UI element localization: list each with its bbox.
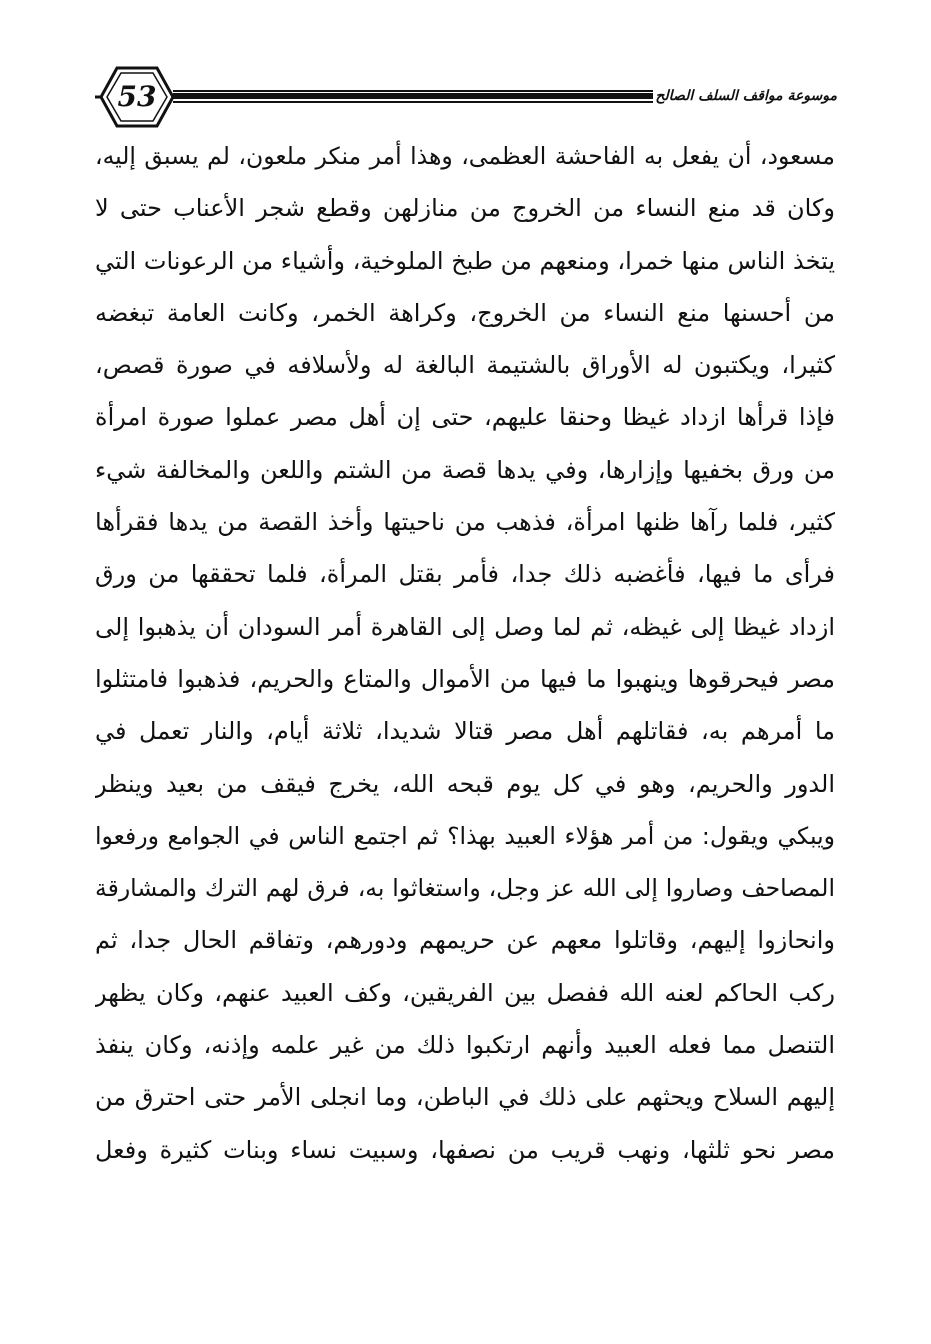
- body-text: [95, 130, 835, 1176]
- page-number: 53: [117, 80, 157, 113]
- text-line: إليهم السلاح ويحثهم على ذلك في الباطن، وما انجلى الأمر حتى احترق من: [95, 1083, 835, 1112]
- text-line: التنصل مما فعله العبيد وأنهم ارتكبوا ذلك من غير علمه وإذنه، وكان ينفذ: [95, 1031, 835, 1060]
- header-rule: [173, 90, 653, 104]
- text-line: ويبكي ويقول: من أمر هؤلاء العبيد بهذا؟ ثم اجتمع الناس في الجوامع ورفعوا: [95, 821, 835, 850]
- series-title: موسوعة مواقف السلف الصالح: [655, 88, 837, 104]
- text-line: المصاحف وصاروا إلى الله عز وجل، واستغاثوا به، فرق لهم الترك والمشارقة: [95, 874, 835, 903]
- text-line: مسعود، أن يفعل به الفاحشة العظمى، وهذا أمر منكر ملعون، لم يسبق إليه،: [95, 142, 835, 170]
- text-line: وانحازوا إليهم، وقاتلوا معهم عن حريمهم ودورهم، وتفاقم الحال جدا، ثم: [95, 926, 835, 955]
- text-line: الدور والحريم، وهو في كل يوم قبحه الله، يخرج فيقف من بعيد وينظر: [95, 769, 835, 798]
- text-line: كثير، فلما رآها ظنها امرأة، فذهب من ناحيتها وأخذ القصة من يدها فقرأها: [95, 508, 835, 537]
- text-line: فإذا قرأها ازداد غيظا وحنقا عليهم، حتى إن أهل مصر عملوا صورة امرأة: [95, 403, 835, 432]
- text-line: كثيرا، ويكتبون له الأوراق بالشتيمة البالغة له ولأسلافه في صورة قصص،: [95, 351, 835, 380]
- text-line: ما أمرهم به، فقاتلهم أهل مصر قتالا شديدا، ثلاثة أيام، والنار تعمل في: [95, 717, 835, 746]
- text-line: من أحسنها منع النساء من الخروج، وكراهة الخمر، وكانت العامة تبغضه: [95, 298, 835, 327]
- text-line: ازداد غيظا إلى غيظه، ثم لما وصل إلى القاهرة أمر السودان أن يذهبوا إلى: [95, 612, 835, 641]
- text-line: فرأى ما فيها، فأغضبه ذلك جدا، فأمر بقتل المرأة، فلما تحققها من ورق: [95, 560, 835, 589]
- text-line: يتخذ الناس منها خمرا، ومنعهم من طبخ الملوخية، وأشياء من الرعونات التي: [95, 246, 835, 275]
- text-line: من ورق بخفيها وإزارها، وفي يدها قصة من الشتم واللعن والمخالفة شيء: [95, 455, 835, 484]
- page-number-badge: [95, 62, 179, 132]
- text-line: ركب الحاكم لعنه الله ففصل بين الفريقين، وكف العبيد عنهم، وكان يظهر: [95, 978, 835, 1007]
- text-line: مصر نحو ثلثها، ونهب قريب من نصفها، وسبيت نساء وبنات كثيرة وفعل: [95, 1135, 835, 1164]
- text-line: مصر فيحرقوها وينهبوا ما فيها من الأموال والمتاع والحريم، فذهبوا فامتثلوا: [95, 664, 835, 693]
- text-line: وكان قد منع النساء من الخروج من منازلهن وقطع شجر الأعناب حتى لا: [95, 194, 835, 223]
- page-header: [95, 62, 835, 132]
